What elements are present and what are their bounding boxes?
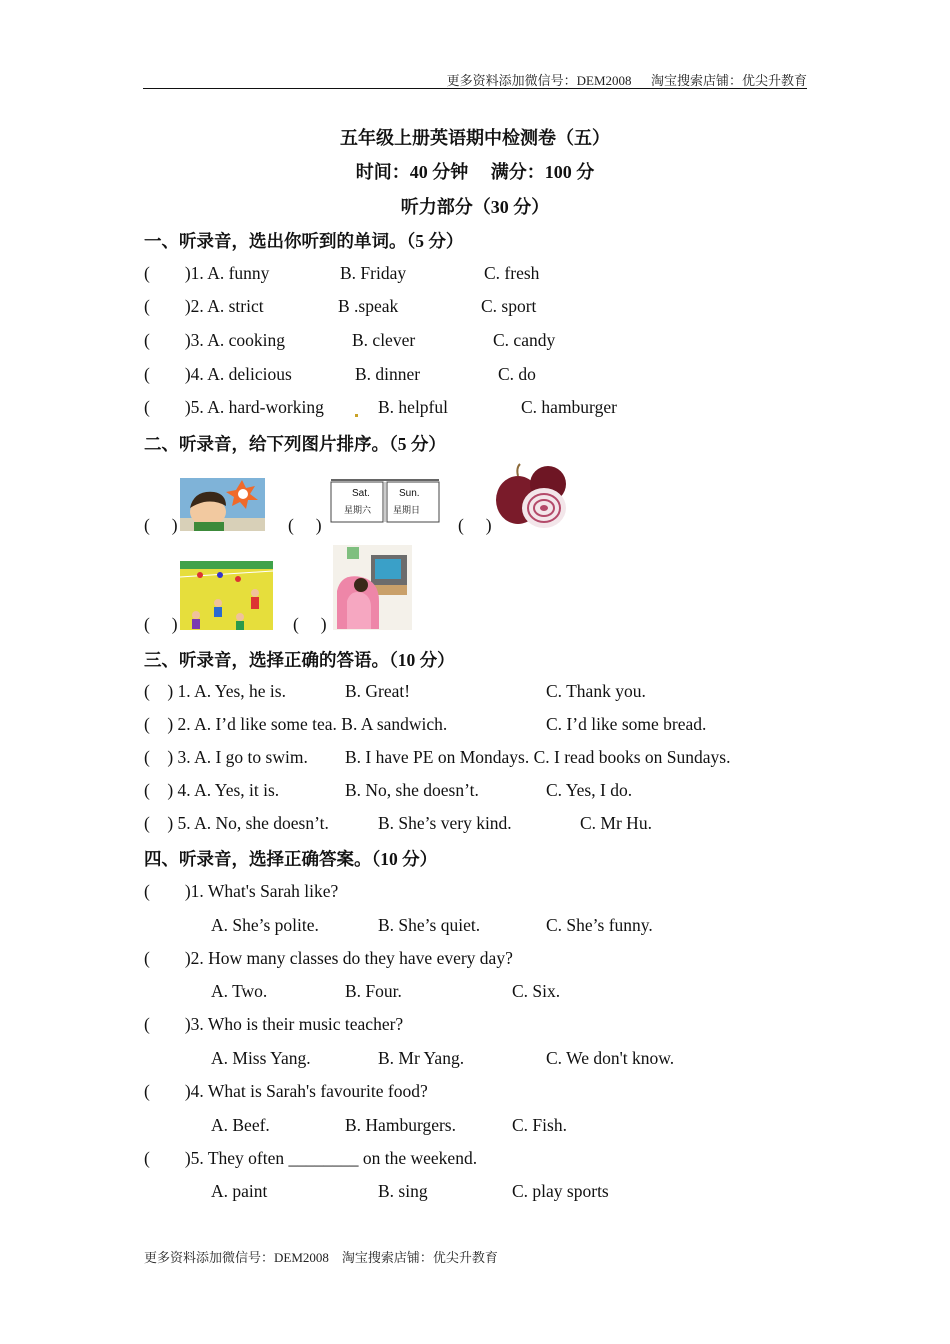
s3-q4-c: C. Yes, I do. <box>546 780 633 800</box>
header-divider <box>143 88 807 89</box>
section-3-heading: 三、听录音，选择正确的答语。（10 分） <box>144 650 455 670</box>
s2-bracket-5: ( ) <box>293 614 327 634</box>
s1-q3-c: C. candy <box>493 330 556 350</box>
listening-title: 听力部分（30 分） <box>400 197 550 217</box>
s1-q1-b: B. Friday <box>340 263 407 283</box>
kids-playing-picture <box>180 561 273 630</box>
s4-q2-question: ( )2. How many classes do they have every day? <box>144 948 513 968</box>
s1-q4-b: B. dinner <box>355 364 421 384</box>
calendar-weekend-picture <box>330 478 440 524</box>
s1-q2-b: B .speak <box>338 296 399 316</box>
s2-bracket-4: ( ) <box>144 614 178 634</box>
s4-q4-question: ( )4. What is Sarah's favourite food? <box>144 1081 428 1101</box>
page-title: 五年级上册英语期中检测卷（五） <box>340 128 610 148</box>
s3-q2-c: C. I’d like some bread. <box>546 714 707 734</box>
s1-q5-c: C. hamburger <box>521 397 617 417</box>
s4-q3-c: C. We don't know. <box>546 1048 675 1068</box>
s3-q1-a: ( ) 1. A. Yes, he is. <box>144 681 286 701</box>
s1-q4-a: ( )4. A. delicious <box>144 364 292 384</box>
s4-q5-a: A. paint <box>211 1181 268 1201</box>
section-4-heading: 四、听录音，选择正确答案。（10 分） <box>144 849 438 869</box>
s4-q1-c: C. She’s funny. <box>546 915 653 935</box>
s4-q2-b: B. Four. <box>345 981 402 1001</box>
boy-thinking-picture <box>180 478 265 531</box>
s4-q2-c: C. Six. <box>512 981 561 1001</box>
calendar-sat-label: Sat. <box>352 488 370 499</box>
girl-watching-tv-picture <box>333 545 412 630</box>
onion-picture <box>492 462 570 532</box>
s4-q4-c: C. Fish. <box>512 1115 567 1135</box>
calendar-sat-cn-label: 星期六 <box>344 506 372 516</box>
s4-q5-b: B. sing <box>378 1181 428 1201</box>
s2-bracket-1: ( ) <box>144 515 178 535</box>
s4-q5-question: ( )5. They often ________ on the weekend. <box>144 1148 478 1168</box>
s3-q3-a: ( ) 3. A. I go to swim. <box>144 747 308 767</box>
s4-q3-a: A. Miss Yang. <box>211 1048 311 1068</box>
s3-q5-c: C. Mr Hu. <box>580 813 652 833</box>
stray-mark <box>355 414 358 417</box>
page-header: 更多资料添加微信号：DEM2008 淘宝搜索店铺：优尖升教育 <box>446 73 807 88</box>
s1-q5-b: B. helpful <box>378 397 448 417</box>
s4-q1-question: ( )1. What's Sarah like? <box>144 881 339 901</box>
s1-q1-c: C. fresh <box>484 263 540 283</box>
s4-q1-a: A. She’s polite. <box>211 915 319 935</box>
s1-q2-a: ( )2. A. strict <box>144 296 264 316</box>
s1-q2-c: C. sport <box>481 296 537 316</box>
s3-q5-a: ( ) 5. A. No, she doesn’t. <box>144 813 329 833</box>
section-1-heading: 一、听录音，选出你听到的单词。（5 分） <box>144 231 464 251</box>
s2-bracket-2: ( ) <box>288 515 322 535</box>
s4-q3-b: B. Mr Yang. <box>378 1048 465 1068</box>
s2-bracket-3: ( ) <box>458 515 492 535</box>
s1-q5-a: ( )5. A. hard-working <box>144 397 324 417</box>
time-score-line: 时间：40 分钟 满分：100 分 <box>355 162 595 182</box>
s4-q4-a: A. Beef. <box>211 1115 270 1135</box>
calendar-sun-label: Sun. <box>399 488 420 499</box>
s3-q1-c: C. Thank you. <box>546 681 646 701</box>
s3-q3-bc: B. I have PE on Mondays. C. I read books on Sundays. <box>345 747 731 767</box>
s1-q3-a: ( )3. A. cooking <box>144 330 285 350</box>
s3-q4-a: ( ) 4. A. Yes, it is. <box>144 780 280 800</box>
s3-q2-ab: ( ) 2. A. I’d like some tea. B. A sandwich. <box>144 714 448 734</box>
section-2-heading: 二、听录音，给下列图片排序。（5 分） <box>144 434 446 454</box>
s1-q3-b: B. clever <box>352 330 416 350</box>
s4-q5-c: C. play sports <box>512 1181 609 1201</box>
page-footer: 更多资料添加微信号：DEM2008 淘宝搜索店铺：优尖升教育 <box>144 1250 498 1265</box>
s4-q3-question: ( )3. Who is their music teacher? <box>144 1014 404 1034</box>
s3-q5-b: B. She’s very kind. <box>378 813 512 833</box>
s1-q1-a: ( )1. A. funny <box>144 263 270 283</box>
s4-q4-b: B. Hamburgers. <box>345 1115 456 1135</box>
s4-q2-a: A. Two. <box>211 981 268 1001</box>
s1-q4-c: C. do <box>498 364 536 384</box>
s3-q1-b: B. Great! <box>345 681 411 701</box>
s3-q4-b: B. No, she doesn’t. <box>345 780 479 800</box>
s4-q1-b: B. She’s quiet. <box>378 915 481 935</box>
calendar-sun-cn-label: 星期日 <box>393 506 421 516</box>
